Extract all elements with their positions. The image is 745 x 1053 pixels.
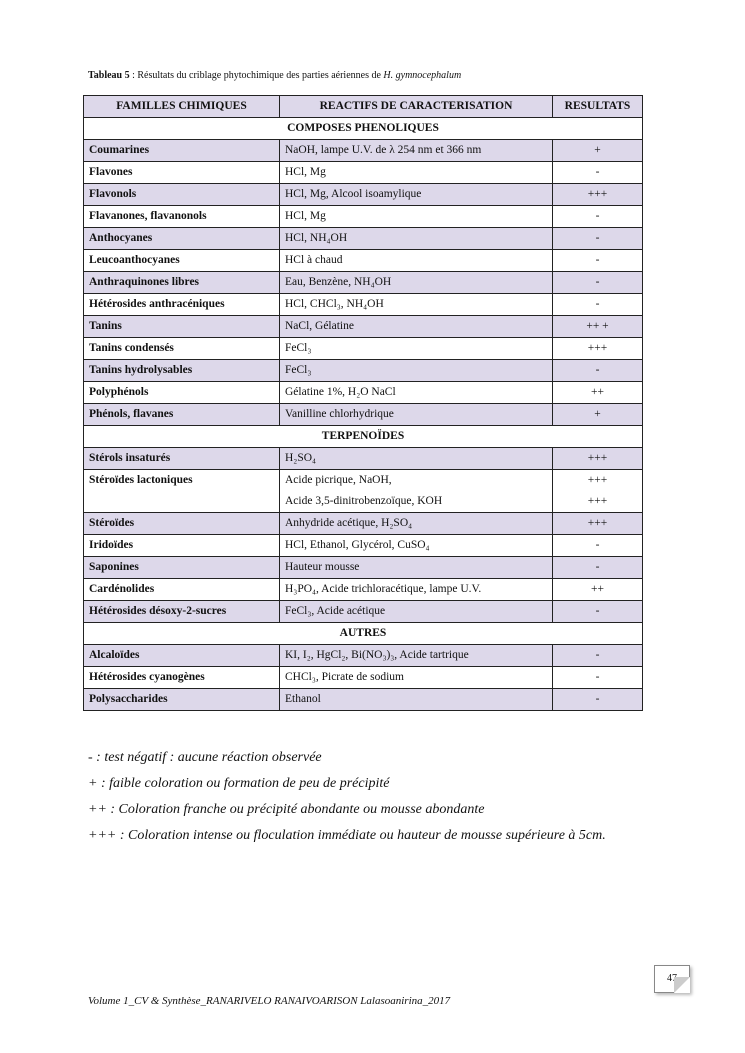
result-cell: + [553,140,643,162]
table-row [84,382,643,404]
reagent-cell: HCl, Ethanol, Glycérol, CuSO₄ [280,535,553,557]
reagent-cell: H₃PO₄, Acide trichloracétique, lampe U.V. [280,579,553,601]
result-cell: - [553,667,643,689]
reagent-cell: HCl à chaud [280,250,553,272]
table-row [84,206,643,228]
table-row [84,667,643,689]
section-phenol: COMPOSES PHENOLIQUES [84,118,643,140]
family-cell: Hétérosides cyanogènes [84,667,280,689]
family-cell: Hétérosides désoxy-2-sucres [84,601,280,623]
result-cell: - [553,206,643,228]
result-cell: - [553,360,643,382]
legend-item: - : test négatif : aucune réaction observée [88,750,322,765]
legend-item: +++ : Coloration intense ou floculation immédiate ou hauteur de mousse supérieure à 5cm. [88,828,606,843]
family-cell: Stéroïdes [84,513,280,535]
reagent-cell: Ethanol [280,689,553,711]
result-cell: + [553,404,643,426]
result-cell [553,470,643,513]
reagent-cell: Gélatine 1%, H₂O NaCl [280,382,553,404]
header-families: FAMILLES CHIMIQUES [84,96,280,118]
table-row [84,470,643,513]
header-reagents: REACTIFS DE CARACTERISATION [280,96,553,118]
family-cell: Flavonols [84,184,280,206]
table-caption [88,70,461,82]
header-results: RESULTATS [553,96,643,118]
table-row [84,535,643,557]
reagent-line-1: Acide picrique, NaOH, [285,474,392,486]
family-cell: Flavones [84,162,280,184]
family-text: Stéroïdes lactoniques [89,474,193,486]
family-cell: Anthraquinones libres [84,272,280,294]
family-cell: Tanins [84,316,280,338]
result-cell: - [553,535,643,557]
family-cell: Flavanones, flavanonols [84,206,280,228]
family-cell [84,470,280,513]
reagent-cell: FeCl₃ [280,360,553,382]
table-row [84,448,643,470]
result-cell: ++ [553,382,643,404]
family-cell: Hétérosides anthracéniques [84,294,280,316]
table-row [84,140,643,162]
reagent-cell: NaOH, lampe U.V. de λ 254 nm et 366 nm [280,140,553,162]
family-cell: Cardénolides [84,579,280,601]
page-number-box [654,965,690,993]
result-cell: - [553,228,643,250]
result-cell: - [553,601,643,623]
reagent-cell: HCl, Mg [280,162,553,184]
result-cell: - [553,689,643,711]
table-row [84,513,643,535]
reagent-cell: KI, I₂, HgCl₂, Bi(NO₃)₃, Acide tartrique [280,645,553,667]
table-row [84,316,643,338]
table-row [84,601,643,623]
reagent-cell [280,470,553,513]
reagent-cell: Vanilline chlorhydrique [280,404,553,426]
reagent-cell: NaCl, Gélatine [280,316,553,338]
result-line-2: +++ [587,495,608,507]
result-cell: - [553,272,643,294]
caption-species: H. gymnocephalum [383,70,462,81]
phytochemical-table [83,95,643,711]
table-row [84,228,643,250]
result-cell: - [553,645,643,667]
family-cell: Stérols insaturés [84,448,280,470]
reagent-line-2: Acide 3,5-dinitrobenzoïque, KOH [285,495,443,507]
reagent-cell: Eau, Benzène, NH₄OH [280,272,553,294]
table-row [84,250,643,272]
result-cell: - [553,294,643,316]
table-row [84,645,643,667]
legend [88,745,606,849]
table-row [84,557,643,579]
section-autres: AUTRES [84,623,643,645]
family-cell: Coumarines [84,140,280,162]
family-cell: Polysaccharides [84,689,280,711]
table-row [84,294,643,316]
result-cell: +++ [553,184,643,206]
table-row [84,162,643,184]
result-line-1: +++ [587,474,608,486]
reagent-cell: FeCl₃, Acide acétique [280,601,553,623]
caption-text: : Résultats du criblage phytochimique des parties aériennes de [129,70,384,81]
section-terpen: TERPENOÏDES [84,426,643,448]
table-row [84,689,643,711]
family-cell: Leucoanthocyanes [84,250,280,272]
table-row [84,360,643,382]
family-cell: Tanins condensés [84,338,280,360]
reagent-cell: CHCl₃, Picrate de sodium [280,667,553,689]
result-cell: - [553,557,643,579]
reagent-cell: HCl, Mg, Alcool isoamylique [280,184,553,206]
reagent-cell: H₂SO₄ [280,448,553,470]
footer: Volume 1_CV & Synthèse_RANARIVELO RANAIVOARISON Lalasoanirina_2017 [88,995,451,1007]
reagent-cell: Anhydride acétique, H₂SO₄ [280,513,553,535]
table-row [84,272,643,294]
family-cell: Polyphénols [84,382,280,404]
page-number: 47 [667,973,677,984]
reagent-cell: HCl, NH₄OH [280,228,553,250]
table-row [84,404,643,426]
result-cell: +++ [553,513,643,535]
table-row [84,338,643,360]
result-cell: +++ [553,338,643,360]
table-row [84,184,643,206]
family-cell: Phénols, flavanes [84,404,280,426]
family-cell: Alcaloïdes [84,645,280,667]
result-cell: - [553,250,643,272]
reagent-cell: HCl, Mg [280,206,553,228]
family-cell: Tanins hydrolysables [84,360,280,382]
family-cell: Anthocyanes [84,228,280,250]
family-cell: Iridoïdes [84,535,280,557]
page-fold-icon [674,977,690,993]
result-cell: - [553,162,643,184]
legend-item: + : faible coloration ou formation de peu de précipité [88,776,390,791]
family-cell: Saponines [84,557,280,579]
table-row [84,579,643,601]
reagent-cell: FeCl₃ [280,338,553,360]
result-cell: ++ [553,579,643,601]
result-cell: ++ + [553,316,643,338]
legend-item: ++ : Coloration franche ou précipité abondante ou mousse abondante [88,802,485,817]
reagent-cell: Hauteur mousse [280,557,553,579]
result-cell: +++ [553,448,643,470]
caption-label: Tableau 5 [88,70,130,81]
reagent-cell: HCl, CHCl₃, NH₄OH [280,294,553,316]
